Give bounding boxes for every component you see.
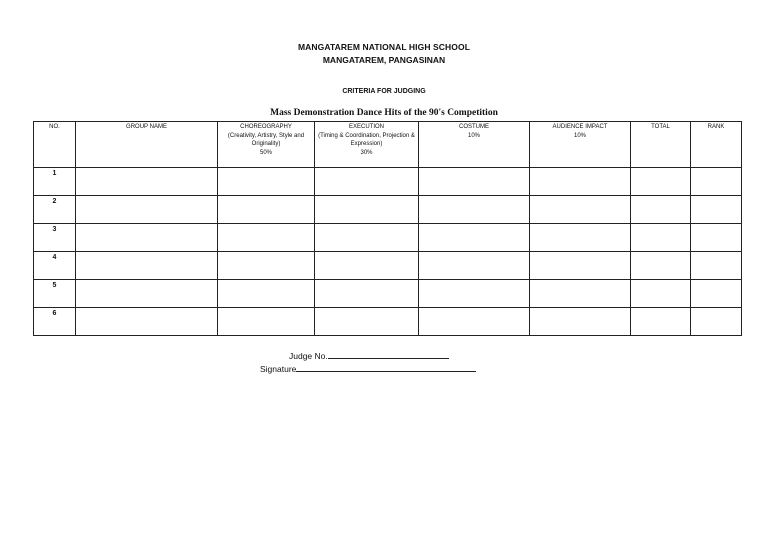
group-name-cell[interactable]	[76, 308, 218, 336]
column-header-costume	[419, 122, 530, 168]
column-header-label: EXECUTION	[348, 124, 384, 130]
execution-score-cell[interactable]	[315, 308, 419, 336]
school-name: MANGATAREM NATIONAL HIGH SCHOOL	[298, 42, 470, 52]
column-header-audience-impact	[530, 122, 631, 168]
costume-score-cell[interactable]	[419, 252, 530, 280]
total-score-cell[interactable]	[631, 224, 691, 252]
audience-impact-score-cell[interactable]	[530, 252, 631, 280]
column-header-label: NO.	[49, 124, 60, 130]
column-header-detail: (Timing & Coordination, Projection & Expression)	[318, 132, 415, 147]
column-header-label: AUDIENCE IMPACT	[552, 124, 608, 130]
column-header-choreography	[218, 122, 315, 168]
table-row	[34, 224, 742, 252]
total-score-cell[interactable]	[631, 280, 691, 308]
column-header-label: CHOREOGRAPHY	[240, 124, 292, 130]
row-number-cell: 5	[34, 280, 76, 308]
judge-number-label: Judge No.	[289, 351, 328, 361]
audience-impact-score-cell[interactable]	[530, 308, 631, 336]
column-header-label: GROUP NAME	[126, 124, 167, 130]
choreography-score-cell[interactable]	[218, 308, 315, 336]
column-header-no	[34, 122, 76, 168]
costume-score-cell[interactable]	[419, 308, 530, 336]
row-number-cell: 3	[34, 224, 76, 252]
criteria-table	[33, 121, 742, 336]
column-header-weight: 10%	[467, 132, 480, 139]
costume-score-cell[interactable]	[419, 196, 530, 224]
signature-line	[260, 362, 476, 374]
total-score-cell[interactable]	[631, 252, 691, 280]
execution-score-cell[interactable]	[315, 280, 419, 308]
event-title: Mass Demonstration Dance Hits of the 90's Competition	[270, 108, 498, 118]
column-header-weight: 30%	[360, 149, 373, 156]
table-row	[34, 196, 742, 224]
choreography-score-cell[interactable]	[218, 196, 315, 224]
group-name-cell[interactable]	[76, 252, 218, 280]
row-number-cell: 1	[34, 168, 76, 196]
group-name-cell[interactable]	[76, 224, 218, 252]
table-row	[34, 252, 742, 280]
audience-impact-score-cell[interactable]	[530, 280, 631, 308]
costume-score-cell[interactable]	[419, 280, 530, 308]
column-header-execution	[315, 122, 419, 168]
row-number-cell: 4	[34, 252, 76, 280]
criteria-heading: CRITERIA FOR JUDGING	[342, 88, 426, 95]
judge-number-blank[interactable]	[328, 349, 449, 359]
choreography-score-cell[interactable]	[218, 280, 315, 308]
column-header-weight: 50%	[259, 149, 272, 156]
row-number-cell: 2	[34, 196, 76, 224]
total-score-cell[interactable]	[631, 308, 691, 336]
header-row	[34, 122, 742, 168]
signature-label: Signature	[260, 364, 297, 374]
group-name-cell[interactable]	[76, 280, 218, 308]
rank-cell[interactable]	[691, 224, 742, 252]
rank-cell[interactable]	[691, 196, 742, 224]
choreography-score-cell[interactable]	[218, 224, 315, 252]
column-header-label: RANK	[707, 124, 725, 130]
column-header-detail: (Creativity, Artistry, Style and Originality)	[227, 132, 305, 147]
costume-score-cell[interactable]	[419, 168, 530, 196]
choreography-score-cell[interactable]	[218, 168, 315, 196]
audience-impact-score-cell[interactable]	[530, 196, 631, 224]
execution-score-cell[interactable]	[315, 252, 419, 280]
rank-cell[interactable]	[691, 308, 742, 336]
column-header-rank	[691, 122, 742, 168]
group-name-cell[interactable]	[76, 168, 218, 196]
table-row	[34, 308, 742, 336]
execution-score-cell[interactable]	[315, 196, 419, 224]
table-row	[34, 168, 742, 196]
column-header-group-name	[76, 122, 218, 168]
column-header-weight: 10%	[573, 132, 586, 139]
audience-impact-score-cell[interactable]	[530, 168, 631, 196]
column-header-label: COSTUME	[459, 124, 489, 130]
costume-score-cell[interactable]	[419, 224, 530, 252]
execution-score-cell[interactable]	[315, 224, 419, 252]
signature-blank[interactable]	[296, 362, 476, 372]
audience-impact-score-cell[interactable]	[530, 224, 631, 252]
execution-score-cell[interactable]	[315, 168, 419, 196]
school-location: MANGATAREM, PANGASINAN	[322, 55, 446, 65]
judge-number-line	[289, 349, 449, 361]
rank-cell[interactable]	[691, 280, 742, 308]
group-name-cell[interactable]	[76, 196, 218, 224]
column-header-total	[631, 122, 691, 168]
rank-cell[interactable]	[691, 168, 742, 196]
choreography-score-cell[interactable]	[218, 252, 315, 280]
row-number-cell: 6	[34, 308, 76, 336]
total-score-cell[interactable]	[631, 196, 691, 224]
column-header-label: TOTAL	[651, 124, 670, 130]
table-row	[34, 280, 742, 308]
rank-cell[interactable]	[691, 252, 742, 280]
total-score-cell[interactable]	[631, 168, 691, 196]
